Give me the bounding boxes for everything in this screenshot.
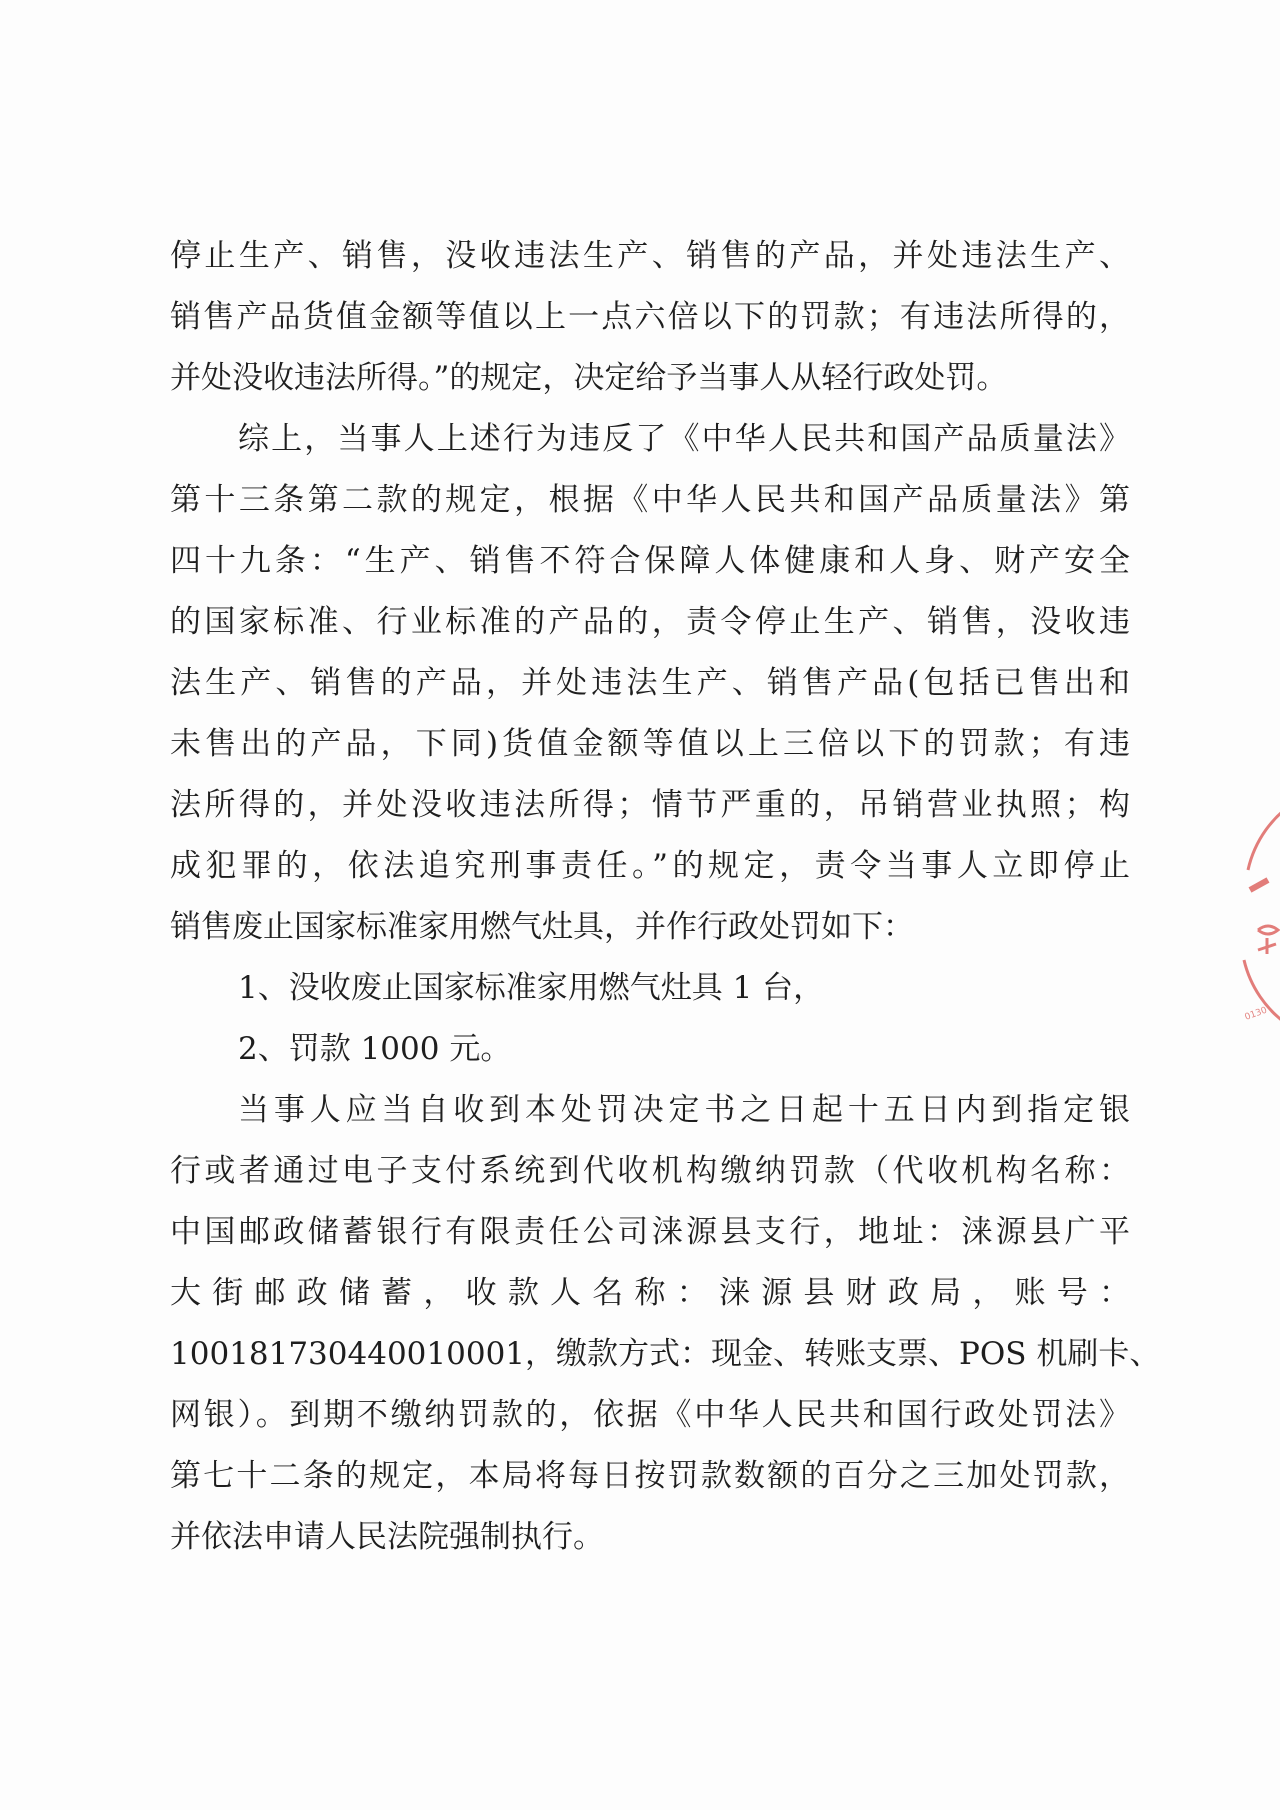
text-line-5: 第十三条第二款的规定，根据《中华人民共和国产品质量法》第 xyxy=(170,482,1130,518)
text-line-3: 并处没收违法所得。”的规定，决定给予当事人从轻行政处罚。 xyxy=(170,360,1008,396)
official-seal-stamp xyxy=(1238,780,1280,1040)
text-line-17: 中国邮政储蓄银行有限责任公司涞源县支行，地址：涞源县广平 xyxy=(170,1214,1130,1250)
text-line-6: 四十九条：“生产、销售不符合保障人体健康和人身、财产安全 xyxy=(170,543,1130,579)
text-line-1: 停止生产、销售，没收违法生产、销售的产品，并处违法生产、 xyxy=(170,238,1130,274)
text-line-7: 的国家标准、行业标准的产品的，责令停止生产、销售，没收违 xyxy=(170,604,1130,640)
text-line-11: 成犯罪的，依法追究刑事责任。”的规定，责令当事人立即停止 xyxy=(170,848,1130,884)
seal-number: 0130 xyxy=(1243,1005,1269,1023)
text-line-20: 网银）。到期不缴纳罚款的，依据《中华人民共和国行政处罚法》 xyxy=(170,1397,1130,1433)
text-line-21: 第七十二条的规定，本局将每日按罚款数额的百分之三加处罚款， xyxy=(170,1458,1130,1494)
text-line-16: 行或者通过电子支付系统到代收机构缴纳罚款（代收机构名称： xyxy=(170,1153,1130,1189)
text-line-15: 当事人应当自收到本处罚决定书之日起十五日内到指定银 xyxy=(238,1092,1130,1128)
text-line-8: 法生产、销售的产品，并处违法生产、销售产品(包括已售出和 xyxy=(170,665,1130,701)
text-line-4: 综上，当事人上述行为违反了《中华人民共和国产品质量法》 xyxy=(238,421,1130,457)
account-number-line: 100181730440010001，缴款方式：现金、转账支票、POS 机刷卡、 xyxy=(170,1336,1161,1372)
text-line-9: 未售出的产品，下同)货值金额等值以上三倍以下的罚款；有违 xyxy=(170,726,1130,762)
text-line-10: 法所得的，并处没收违法所得；情节严重的，吊销营业执照；构 xyxy=(170,787,1130,823)
penalty-item-1: 1、没收废止国家标准家用燃气灶具 1 台， xyxy=(238,970,825,1006)
text-line-22: 并依法申请人民法院强制执行。 xyxy=(170,1519,604,1555)
penalty-item-2: 2、罚款 1000 元。 xyxy=(238,1031,512,1067)
text-line-18: 大街邮政储蓄，收款人名称：涞源县财政局，账号： xyxy=(170,1275,1130,1311)
text-line-12: 销售废止国家标准家用燃气灶具，并作行政处罚如下： xyxy=(170,909,914,945)
text-line-2: 销售产品货值金额等值以上一点六倍以下的罚款；有违法所得的， xyxy=(170,299,1130,335)
